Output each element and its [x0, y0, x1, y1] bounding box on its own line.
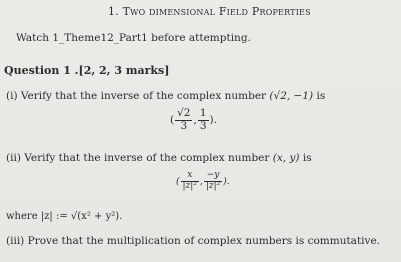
watch-suffix: before attempting. [151, 32, 251, 44]
fraction-a-numerator: √2 [177, 107, 191, 119]
fraction-a-numerator: x [181, 171, 199, 182]
fraction-b-numerator: −y [204, 171, 222, 182]
fraction-b [204, 171, 222, 192]
open-paren: ( [176, 176, 180, 187]
part-i-number: (√2, −1) [269, 90, 314, 102]
separator: , [193, 114, 197, 127]
section-title: Two dimensional Field Properties [122, 5, 311, 18]
section-number: 1. [108, 5, 119, 18]
close-paren: ). [209, 114, 217, 127]
part-iii-text: Prove that the multiplication of complex numbers is commutative. [27, 235, 381, 247]
watch-instruction [16, 32, 251, 44]
fraction-a-denominator: 3 [180, 119, 188, 132]
fraction-b [198, 108, 209, 132]
part-ii-number: (x, y) [272, 152, 300, 164]
part-i-is: is [316, 90, 326, 102]
separator: , [199, 176, 203, 187]
watch-prefix: Watch [16, 32, 50, 44]
fraction-b-denominator: |z|² [205, 180, 221, 191]
close-paren: ). [223, 176, 230, 187]
part-ii-result [176, 171, 230, 192]
section-heading [108, 5, 311, 18]
part-i-text: Verify that the inverse of the complex number [20, 90, 267, 102]
fraction-b-denominator: 3 [199, 119, 207, 132]
part-ii-is: is [302, 152, 312, 164]
part-ii-text: Verify that the inverse of the complex number [24, 152, 270, 164]
open-paren: ( [170, 114, 175, 127]
watch-link[interactable]: 1_Theme12_Part1 [52, 32, 148, 44]
fraction-a-denominator: |z|² [182, 180, 197, 191]
question-title: Question 1 .[2, 2, 3 marks] [4, 64, 170, 77]
part-i-label: (i) [6, 90, 18, 102]
fraction-b-numerator: 1 [199, 107, 207, 119]
part-ii-label: (ii) [6, 152, 21, 164]
fraction-a [181, 171, 199, 192]
part-ii [6, 152, 312, 164]
fraction-a [175, 108, 192, 132]
part-iii-label: (iii) [6, 235, 25, 247]
where-clause: where |z| := √(x² + y²). [6, 211, 123, 222]
part-i-result [170, 108, 217, 132]
part-iii [6, 235, 380, 247]
part-i [6, 90, 325, 102]
